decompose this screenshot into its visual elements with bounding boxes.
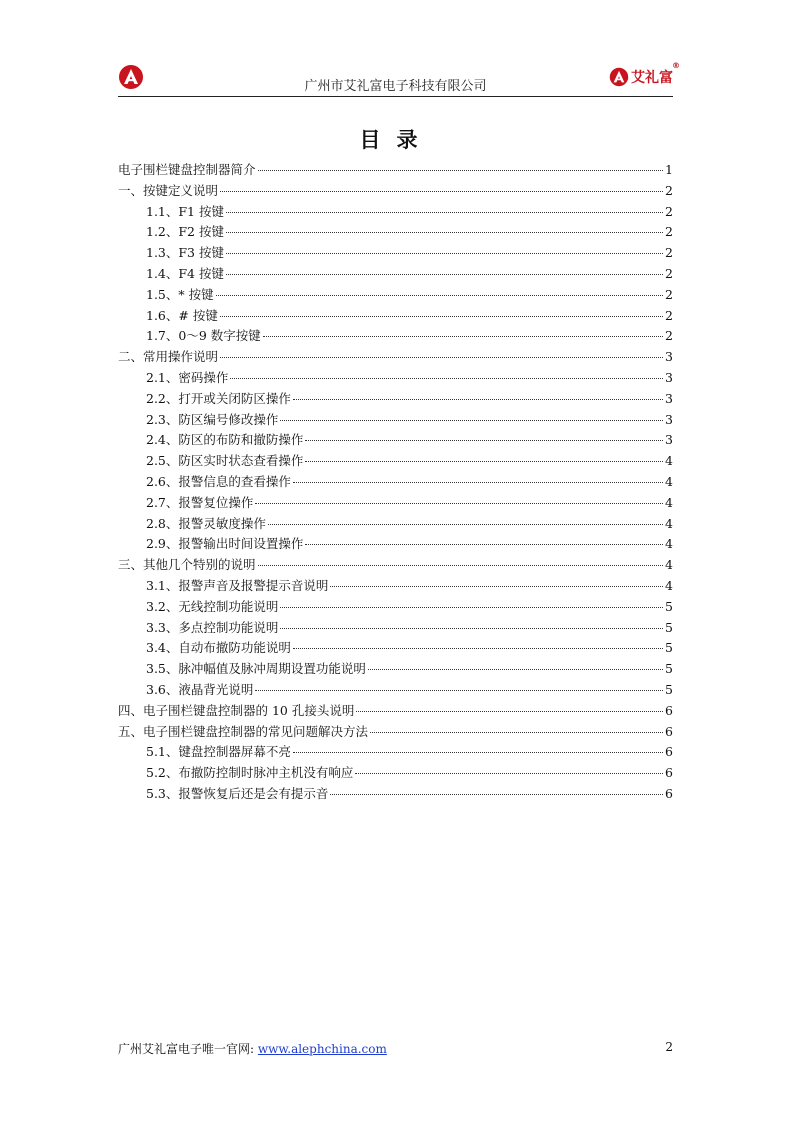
toc-leader-dots bbox=[226, 253, 663, 254]
toc-leader-dots bbox=[230, 378, 663, 379]
toc-entry-page: 1 bbox=[665, 162, 673, 177]
toc-entry[interactable] bbox=[118, 514, 673, 535]
toc-leader-dots bbox=[330, 586, 663, 587]
toc-entry[interactable] bbox=[118, 638, 673, 659]
toc-entry-label: 3.2、无线控制功能说明 bbox=[146, 598, 279, 614]
toc-entry-page: 6 bbox=[665, 744, 673, 760]
toc-entry-label: 一、按键定义说明 bbox=[118, 182, 219, 198]
toc-entry[interactable] bbox=[118, 264, 673, 285]
toc-entry-page: 2 bbox=[665, 307, 673, 323]
toc-entry-label: 2.6、报警信息的查看操作 bbox=[146, 473, 291, 489]
toc-entry-page: 4 bbox=[665, 494, 673, 510]
toc-entry[interactable] bbox=[118, 202, 673, 223]
toc-entry-label: 2.7、报警复位操作 bbox=[146, 494, 254, 510]
toc-entry-page: 5 bbox=[665, 681, 673, 697]
toc-entry-page: 6 bbox=[665, 723, 673, 739]
toc-entry-page: 5 bbox=[665, 661, 673, 677]
page-footer bbox=[118, 1040, 673, 1057]
toc-entry[interactable] bbox=[118, 451, 673, 472]
toc-entry[interactable] bbox=[118, 597, 673, 618]
toc-entry-page: 2 bbox=[665, 182, 673, 198]
company-name: 广州市艾礼富电子科技有限公司 bbox=[304, 79, 487, 94]
toc-leader-dots bbox=[355, 773, 663, 774]
toc-entry-page: 4 bbox=[665, 577, 673, 593]
toc-entry-page: 2 bbox=[665, 203, 673, 219]
toc-leader-dots bbox=[305, 461, 663, 462]
brand-logo bbox=[609, 61, 680, 92]
toc-entry-page: 3 bbox=[665, 432, 673, 448]
toc-entry-label: 3.3、多点控制功能说明 bbox=[146, 619, 279, 635]
toc-entry-label: 1.7、0～9 数字按键 bbox=[146, 328, 261, 344]
toc-leader-dots bbox=[280, 420, 663, 421]
toc-leader-dots bbox=[258, 565, 664, 566]
toc-leader-dots bbox=[226, 212, 663, 213]
toc-entry[interactable] bbox=[118, 306, 673, 327]
toc-entry[interactable] bbox=[118, 389, 673, 410]
toc-entry-page: 4 bbox=[665, 473, 673, 489]
toc-entry-label: 3.6、液晶背光说明 bbox=[146, 681, 254, 697]
toc-entry[interactable] bbox=[118, 160, 673, 181]
toc-entry-label: 1.6、# 按键 bbox=[146, 307, 218, 323]
toc-entry-page: 4 bbox=[665, 515, 673, 531]
toc-entry-page: 3 bbox=[665, 349, 673, 365]
toc-entry-page: 5 bbox=[665, 640, 673, 656]
toc-entry[interactable] bbox=[118, 722, 673, 743]
toc-entry[interactable] bbox=[118, 784, 673, 805]
toc-entry[interactable] bbox=[118, 181, 673, 202]
toc-entry[interactable] bbox=[118, 493, 673, 514]
toc-entry[interactable] bbox=[118, 576, 673, 597]
toc-entry[interactable] bbox=[118, 472, 673, 493]
brand-name: 艾礼富 ® bbox=[631, 61, 680, 86]
toc-leader-dots bbox=[255, 503, 663, 504]
toc-leader-dots bbox=[293, 399, 663, 400]
toc-leader-dots bbox=[220, 357, 663, 358]
toc-leader-dots bbox=[220, 191, 663, 192]
toc-entry-label: 3.4、自动布撤防功能说明 bbox=[146, 640, 291, 656]
toc-leader-dots bbox=[305, 544, 663, 545]
toc-leader-dots bbox=[293, 648, 663, 649]
toc-entry-label: 5.3、报警恢复后还是会有提示音 bbox=[146, 785, 329, 801]
toc-entry[interactable] bbox=[118, 347, 673, 368]
toc-leader-dots bbox=[280, 628, 663, 629]
toc-leader-dots bbox=[305, 440, 663, 441]
toc-leader-dots bbox=[370, 732, 663, 733]
toc-leader-dots bbox=[368, 669, 663, 670]
toc-leader-dots bbox=[220, 316, 663, 317]
toc-entry-page: 4 bbox=[665, 557, 673, 573]
toc-leader-dots bbox=[226, 232, 663, 233]
toc-entry[interactable] bbox=[118, 430, 673, 451]
toc-entry-label: 1.4、F4 按键 bbox=[146, 265, 224, 281]
website-link[interactable]: www.alephchina.com bbox=[257, 1042, 387, 1056]
page-number: 2 bbox=[665, 1040, 673, 1054]
toc-entry[interactable] bbox=[118, 285, 673, 306]
table-of-contents bbox=[118, 160, 673, 805]
aleph-a-logo-icon bbox=[609, 67, 629, 87]
toc-entry-page: 6 bbox=[665, 765, 673, 781]
toc-entry-label: 2.3、防区编号修改操作 bbox=[146, 411, 279, 427]
toc-leader-dots bbox=[268, 524, 663, 525]
toc-entry-page: 2 bbox=[665, 328, 673, 344]
toc-entry[interactable] bbox=[118, 680, 673, 701]
toc-entry-label: 2.8、报警灵敏度操作 bbox=[146, 515, 266, 531]
toc-entry-page: 5 bbox=[665, 598, 673, 614]
toc-entry-page: 6 bbox=[665, 702, 673, 718]
toc-entry-label: 2.2、打开或关闭防区操作 bbox=[146, 390, 291, 406]
toc-entry-label: 2.4、防区的布防和撤防操作 bbox=[146, 432, 304, 448]
toc-entry-label: 1.5、* 按键 bbox=[146, 286, 214, 302]
toc-entry-label: 5.2、布撤防控制时脉冲主机没有响应 bbox=[146, 765, 354, 781]
toc-leader-dots bbox=[293, 482, 663, 483]
toc-entry-label: 3.1、报警声音及报警提示音说明 bbox=[146, 577, 329, 593]
toc-leader-dots bbox=[263, 336, 663, 337]
toc-entry-page: 3 bbox=[665, 369, 673, 385]
toc-entry-label: 四、电子围栏键盘控制器的 10 孔接头说明 bbox=[118, 702, 355, 718]
toc-entry[interactable] bbox=[118, 368, 673, 389]
toc-leader-dots bbox=[255, 690, 663, 691]
toc-entry-label: 2.1、密码操作 bbox=[146, 369, 229, 385]
toc-entry-page: 2 bbox=[665, 286, 673, 302]
toc-entry-label: 1.3、F3 按键 bbox=[146, 245, 224, 261]
toc-entry-label: 3.5、脉冲幅值及脉冲周期设置功能说明 bbox=[146, 661, 366, 677]
registered-mark: ® bbox=[672, 61, 680, 70]
toc-entry[interactable] bbox=[118, 742, 673, 763]
toc-entry-page: 3 bbox=[665, 411, 673, 427]
toc-leader-dots bbox=[226, 274, 663, 275]
toc-entry[interactable] bbox=[118, 326, 673, 347]
toc-entry-label: 2.9、报警输出时间设置操作 bbox=[146, 536, 304, 552]
toc-leader-dots bbox=[330, 794, 663, 795]
toc-entry[interactable] bbox=[118, 410, 673, 431]
toc-entry-page: 3 bbox=[665, 390, 673, 406]
toc-entry[interactable] bbox=[118, 763, 673, 784]
toc-leader-dots bbox=[216, 295, 663, 296]
toc-entry-page: 4 bbox=[665, 453, 673, 469]
toc-entry[interactable] bbox=[118, 555, 673, 576]
toc-leader-dots bbox=[258, 170, 664, 171]
toc-leader-dots bbox=[293, 752, 663, 753]
toc-entry[interactable] bbox=[118, 243, 673, 264]
toc-entry[interactable] bbox=[118, 222, 673, 243]
toc-leader-dots bbox=[280, 607, 663, 608]
toc-entry-page: 5 bbox=[665, 619, 673, 635]
toc-entry-label: 1.2、F2 按键 bbox=[146, 224, 224, 240]
toc-entry-page: 2 bbox=[665, 245, 673, 261]
toc-entry-page: 2 bbox=[665, 224, 673, 240]
toc-entry-label: 五、电子围栏键盘控制器的常见问题解决方法 bbox=[118, 723, 369, 739]
toc-entry-page: 4 bbox=[665, 536, 673, 552]
toc-entry[interactable] bbox=[118, 659, 673, 680]
toc-entry[interactable] bbox=[118, 618, 673, 639]
toc-entry-label: 2.5、防区实时状态查看操作 bbox=[146, 453, 304, 469]
page-header bbox=[118, 60, 680, 97]
toc-entry[interactable] bbox=[118, 701, 673, 722]
footer-site bbox=[118, 1040, 387, 1057]
toc-entry-label: 5.1、键盘控制器屏幕不亮 bbox=[146, 744, 291, 760]
toc-entry-label: 1.1、F1 按键 bbox=[146, 203, 224, 219]
toc-entry-label: 二、常用操作说明 bbox=[118, 349, 219, 365]
toc-entry-page: 2 bbox=[665, 265, 673, 281]
page-title: 目录 bbox=[359, 127, 434, 152]
toc-entry[interactable] bbox=[118, 534, 673, 555]
toc-entry-label: 电子围栏键盘控制器简介 bbox=[118, 162, 256, 177]
toc-entry-label: 三、其他几个特别的说明 bbox=[118, 557, 256, 573]
toc-entry-page: 6 bbox=[665, 785, 673, 801]
footer-site-label: 广州艾礼富电子唯一官网: bbox=[118, 1042, 258, 1056]
toc-leader-dots bbox=[356, 711, 663, 712]
